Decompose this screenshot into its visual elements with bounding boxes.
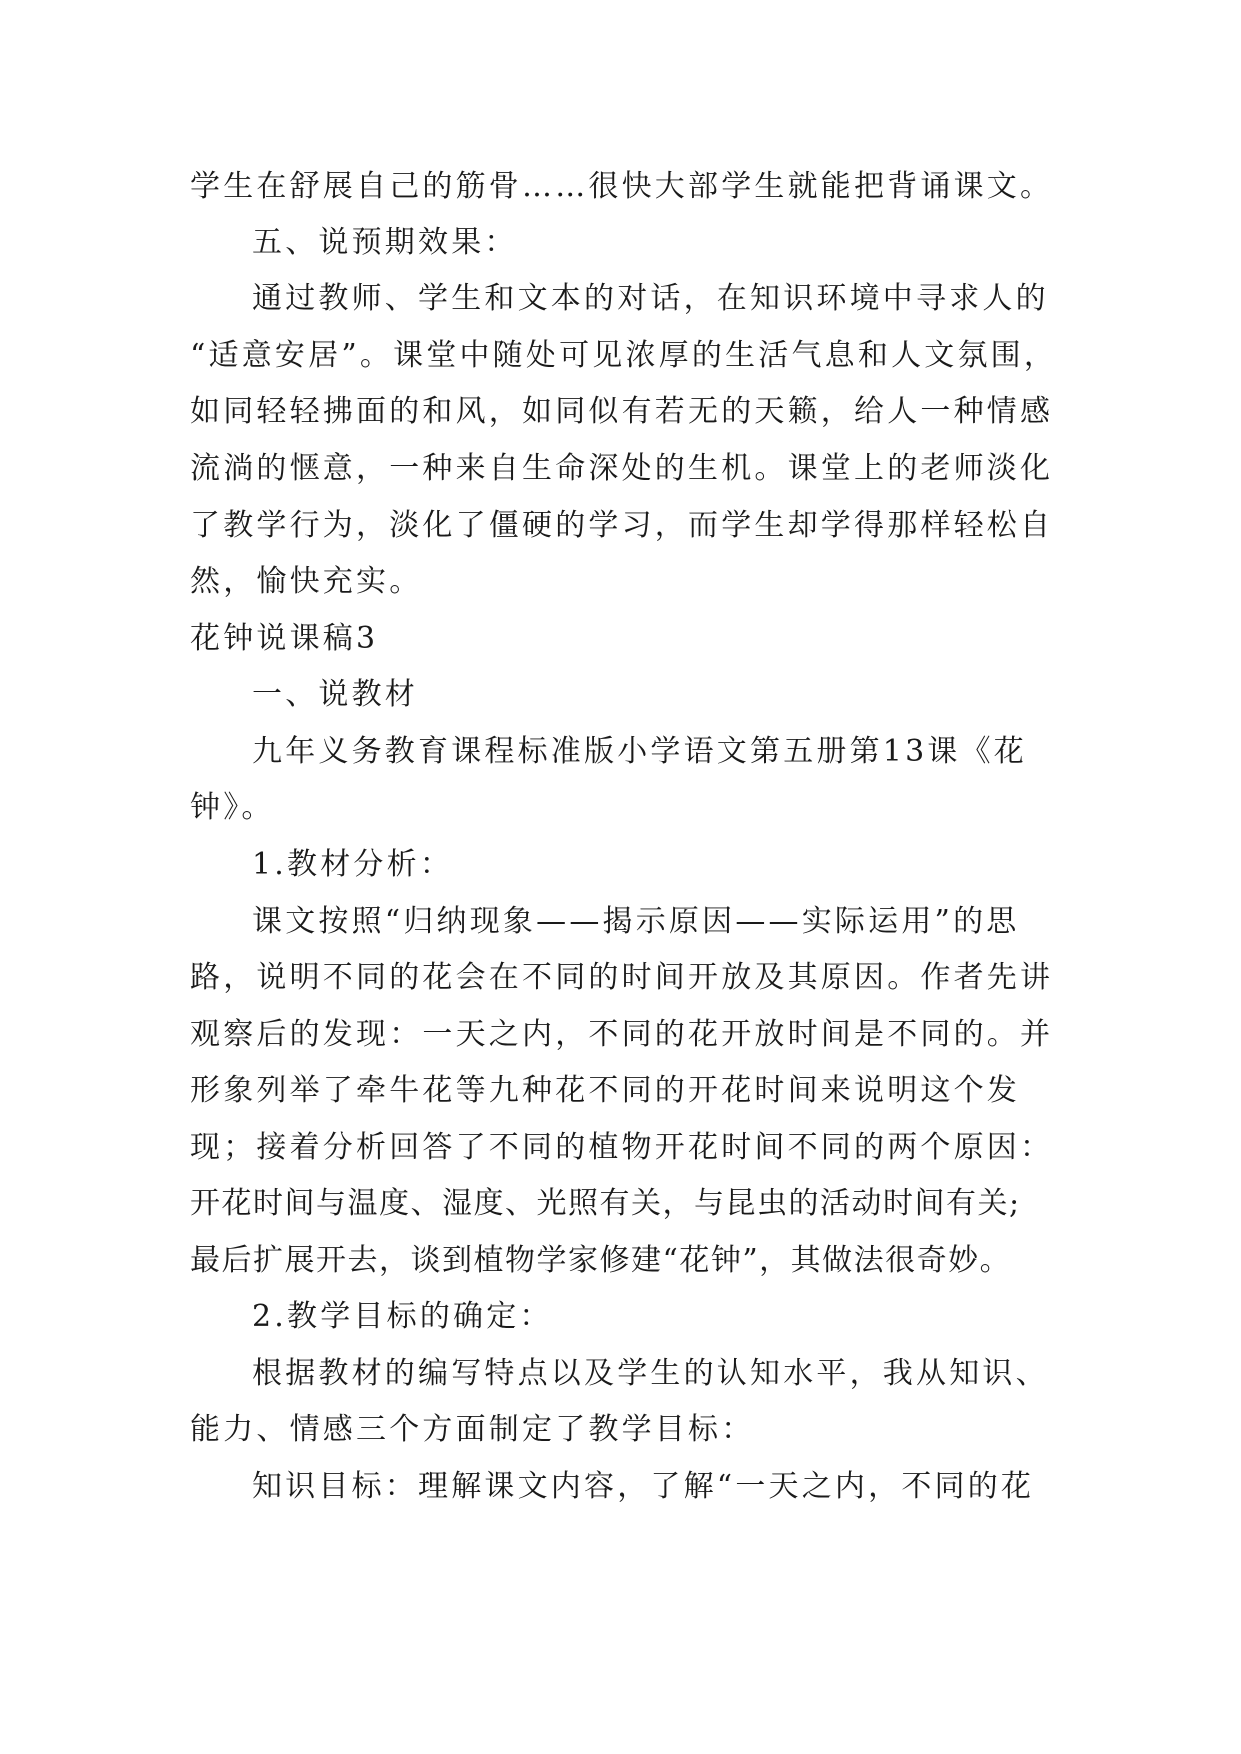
- text-line: 通过教师、学生和文本的对话，在知识环境中寻求人的: [252, 281, 1049, 316]
- text-line: 现；接着分析回答了不同的植物开花时间不同的两个原因：: [190, 1130, 1054, 1165]
- text-line: 最后扩展开去，谈到植物学家修建“花钟”，其做法很奇妙。: [190, 1243, 1012, 1278]
- section-heading: 1.教材分析：: [252, 847, 454, 882]
- text-line: 了教学行为，淡化了僵硬的学习，而学生却学得那样轻松自: [190, 508, 1054, 543]
- section-heading: 一、说教材: [252, 677, 418, 712]
- text-line: 观察后的发现：一天之内，不同的花开放时间是不同的。并: [190, 1017, 1054, 1052]
- text-line: 路，说明不同的花会在不同的时间开放及其原因。作者先讲: [190, 960, 1054, 995]
- text-line: 学生在舒展自己的筋骨……很快大部学生就能把背诵课文。: [190, 169, 1054, 204]
- text-line: 形象列举了牵牛花等九种花不同的开花时间来说明这个发: [190, 1073, 1020, 1108]
- text-line: 课文按照“归纳现象——揭示原因——实际运用”的思: [252, 904, 1020, 939]
- text-line: 然，愉快充实。: [190, 564, 423, 599]
- text-line: 能力、情感三个方面制定了教学目标：: [190, 1412, 755, 1447]
- text-line: 知识目标：理解课文内容，了解“一天之内，不同的花: [252, 1469, 1035, 1504]
- text-line: “适意安居”。课堂中随处可见浓厚的生活气息和人文氛围，: [190, 338, 1058, 373]
- text-line: 根据教材的编写特点以及学生的认知水平，我从知识、: [252, 1356, 1049, 1391]
- text-line: 钟》。: [190, 790, 275, 825]
- section-heading: 2.教学目标的确定：: [252, 1299, 553, 1334]
- document-title: 花钟说课稿3: [190, 621, 379, 656]
- text-line: 流淌的惬意，一种来自生命深处的生机。课堂上的老师淡化: [190, 451, 1054, 486]
- section-heading: 五、说预期效果：: [252, 225, 518, 260]
- text-line: 如同轻轻拂面的和风，如同似有若无的天籁，给人一种情感: [190, 394, 1054, 429]
- text-line: 开花时间与温度、湿度、光照有关，与昆虫的活动时间有关;: [190, 1186, 1021, 1221]
- text-line: 九年义务教育课程标准版小学语文第五册第13课《花: [252, 734, 1027, 769]
